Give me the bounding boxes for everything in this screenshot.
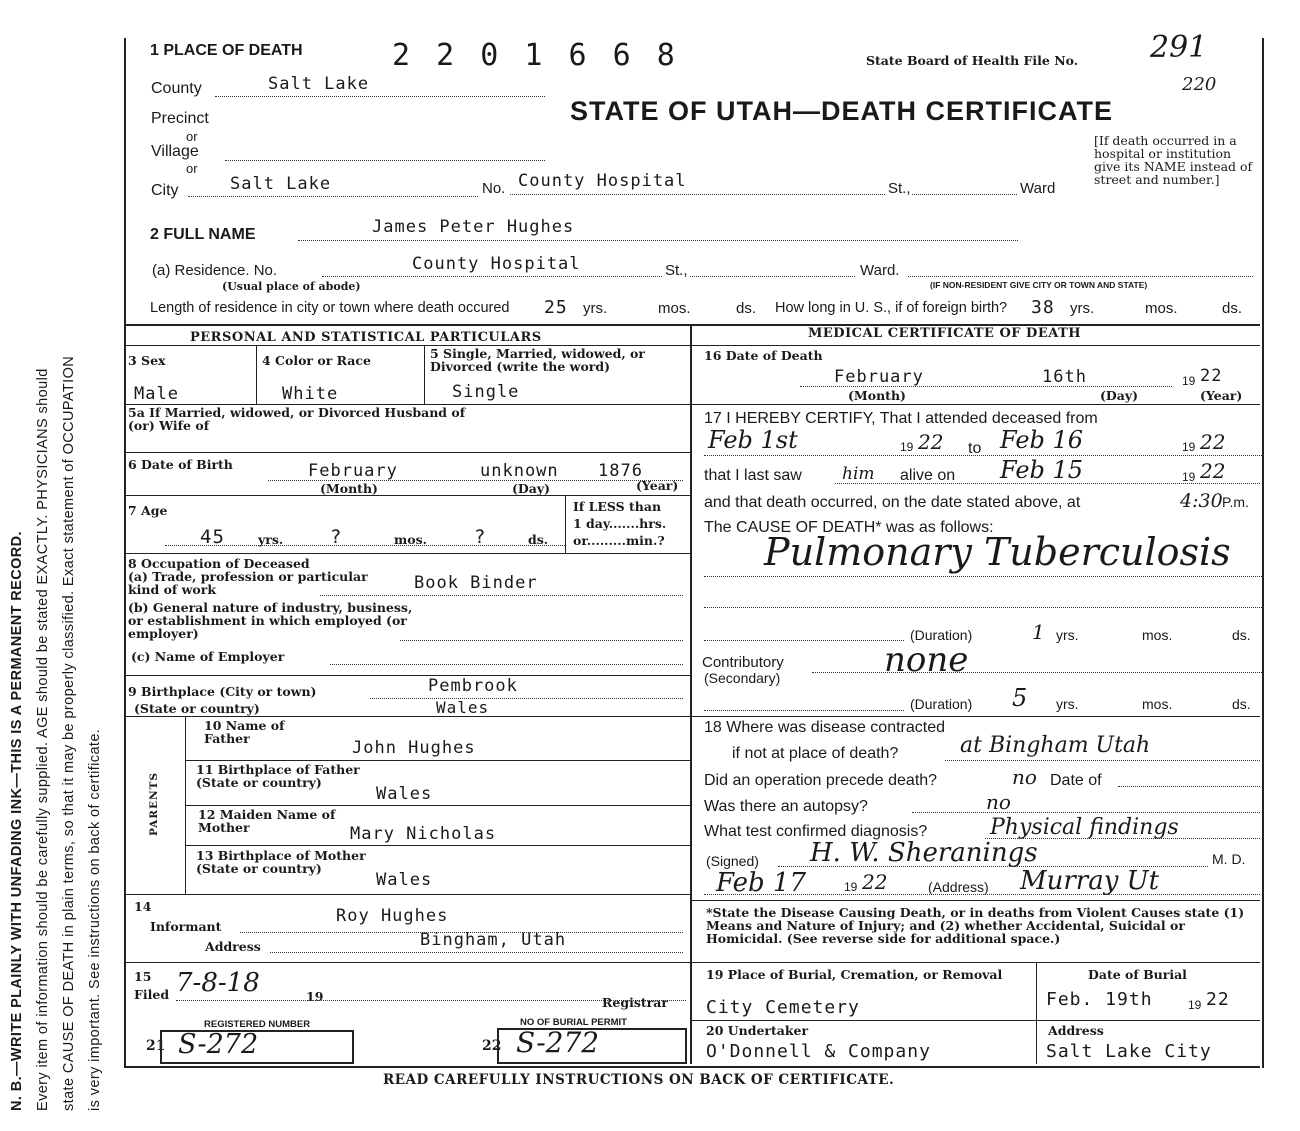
margin-line-4: is very important. See instructions on back of certificate. xyxy=(87,728,103,1111)
ds-label: ds. xyxy=(1222,300,1243,317)
sign-year: 22 xyxy=(862,870,888,894)
test-label: What test confirmed diagnosis? xyxy=(704,823,928,840)
marital-label: 5 Single, Married, widowed, or Divorced (write the word) xyxy=(430,346,645,374)
year-prefix: 19 xyxy=(1188,998,1202,1012)
dob-label: 6 Date of Birth xyxy=(128,457,233,472)
village-label: Village xyxy=(151,143,199,160)
informant-number: 14 xyxy=(134,899,152,914)
year-prefix: 19 xyxy=(1182,440,1196,454)
registered-number-label: REGISTERED NUMBER xyxy=(204,1019,311,1030)
mos-label: mos. xyxy=(1142,696,1173,712)
race-value: White xyxy=(282,384,339,404)
mother-label: 12 Maiden Name of Mother xyxy=(198,807,336,835)
attended-to-year: 22 xyxy=(1200,430,1226,454)
q18-answer: at Bingham Utah xyxy=(960,733,1151,758)
column-divider xyxy=(690,324,692,1064)
yrs-label: yrs. xyxy=(258,532,284,547)
birth-country: Wales xyxy=(436,698,490,717)
informant-address: Bingham, Utah xyxy=(420,930,567,950)
yrs-label: yrs. xyxy=(1056,696,1079,712)
month-caption: (Month) xyxy=(320,481,378,496)
burial-year: 22 xyxy=(1206,989,1230,1010)
yrs-label: yrs. xyxy=(1070,300,1095,317)
duration-label: (Duration) xyxy=(910,696,973,712)
signed-label: (Signed) xyxy=(706,853,759,869)
burial-permit-label: NO OF BURIAL PERMIT xyxy=(520,1017,627,1028)
or-text: or xyxy=(186,129,198,144)
age-mos: ? xyxy=(330,526,343,548)
burial-place: City Cemetery xyxy=(706,997,860,1018)
less-min: or.........min.? xyxy=(573,533,665,548)
signature: H. W. Sheranings xyxy=(810,838,1038,868)
alive-on-label: alive on xyxy=(900,467,956,484)
us-yrs: 38 xyxy=(1031,297,1055,318)
time-of-death: 4:30 xyxy=(1180,490,1223,512)
no-label: No. xyxy=(482,180,506,197)
margin-line-3: state CAUSE OF DEATH in plain terms, so that it may be properly classified. Exact statement of OCCUPATION xyxy=(61,355,77,1111)
operation-value: no xyxy=(1012,765,1037,789)
burial-date: Feb. 19th xyxy=(1046,989,1153,1010)
time-suffix: P.m. xyxy=(1222,494,1249,510)
father-birthplace: Wales xyxy=(376,784,433,804)
mos-label: mos. xyxy=(394,532,427,547)
birthplace-label: 9 Birthplace (City or town) xyxy=(128,684,317,699)
place-of-death-label: 1 PLACE OF DEATH xyxy=(150,42,303,59)
occupation-label: 8 Occupation of Deceased xyxy=(128,556,310,571)
contributory-value: none xyxy=(884,640,969,680)
year-caption: (Year) xyxy=(1200,388,1243,403)
ds-label: ds. xyxy=(736,300,757,317)
informant-value: Roy Hughes xyxy=(336,906,449,926)
precinct-label: Precinct xyxy=(151,110,209,127)
contributory-label: Contributory xyxy=(702,654,784,671)
autopsy-label: Was there an autopsy? xyxy=(704,798,868,815)
less-than-label: If LESS than xyxy=(573,499,662,514)
full-name-value: James Peter Hughes xyxy=(372,217,575,237)
birthplace-state-label: (State or country) xyxy=(134,701,260,716)
secondary-label: (Secondary) xyxy=(704,670,781,686)
ds-label: ds. xyxy=(528,532,549,547)
county-label: County xyxy=(151,80,202,97)
hospital-note: [If death occurred in a hospital or institution give its NAME instead of street and number.] xyxy=(1094,133,1253,187)
sign-address: Murray Ut xyxy=(1020,866,1160,896)
operation-label: Did an operation precede death? xyxy=(704,772,938,789)
marital-value: Single xyxy=(452,382,520,402)
residence-label: (a) Residence. No. xyxy=(152,262,278,279)
day-caption: (Day) xyxy=(512,481,551,496)
informant-label: Informant xyxy=(150,919,222,934)
dob-month: February xyxy=(308,461,398,481)
test-value: Physical findings xyxy=(990,815,1179,840)
margin-line-1: N. B.—WRITE PLAINLY WITH UNFADING INK—THIS IS A PERMANENT RECORD. xyxy=(9,531,25,1111)
medical-heading: MEDICAL CERTIFICATE OF DEATH xyxy=(808,326,1082,341)
less-hrs: 1 day.......hrs. xyxy=(573,516,667,531)
yrs-label: yrs. xyxy=(1056,627,1079,643)
undertaker-address: Salt Lake City xyxy=(1046,1041,1212,1062)
birth-city: Pembrook xyxy=(428,676,518,696)
attended-from-year: 22 xyxy=(918,430,944,454)
file-no: 291 xyxy=(1150,30,1208,65)
margin-instructions xyxy=(4,21,114,1111)
city-label: City xyxy=(151,182,179,199)
father-birthplace-label: 11 Birthplace of Father (State or country) xyxy=(196,762,360,790)
dod-day: 16th xyxy=(1042,367,1087,387)
age-ds: ? xyxy=(474,526,487,548)
footnote: *State the Disease Causing Death, or in deaths from Violent Causes state (1) Means and Nature of Injury; and (2) whether Accidental, Suicidal or Homicidal. (See reverse side for additional space.) xyxy=(706,905,1245,946)
mos-label: mos. xyxy=(1142,627,1173,643)
sex-label: 3 Sex xyxy=(128,353,166,368)
year-prefix: 19 xyxy=(1182,374,1196,388)
last-saw-year: 22 xyxy=(1200,459,1226,483)
dod-month: February xyxy=(834,367,924,387)
full-name-label: 2 FULL NAME xyxy=(150,226,256,243)
certificate-title: STATE OF UTAH—DEATH CERTIFICATE xyxy=(570,96,1113,126)
ward-label: Ward xyxy=(1020,180,1056,197)
autopsy-value: no xyxy=(986,790,1011,814)
footer-instructions: READ CAREFULLY INSTRUCTIONS ON BACK OF CERTIFICATE. xyxy=(383,1072,895,1088)
file-no-label: State Board of Health File No. xyxy=(866,53,1079,68)
or-text: or xyxy=(186,161,198,176)
occupation-value: Book Binder xyxy=(414,573,538,593)
mos-label: mos. xyxy=(1145,300,1178,317)
dod-label: 16 Date of Death xyxy=(704,348,823,363)
usual-abode-note: (Usual place of abode) xyxy=(222,280,361,293)
address-label: (Address) xyxy=(928,879,989,895)
q18-sub-label: if not at place of death? xyxy=(732,745,899,762)
personal-heading: PERSONAL AND STATISTICAL PARTICULARS xyxy=(190,330,542,345)
duration-label: (Duration) xyxy=(910,627,973,643)
residence-value: County Hospital xyxy=(412,254,581,274)
spouse-label: 5a If Married, widowed, or Divorced Husband of (or) Wife of xyxy=(128,405,466,433)
mother-birthplace-label: 13 Birthplace of Mother (State or country) xyxy=(196,848,366,876)
address-label: Address xyxy=(205,939,261,954)
burial-label: 19 Place of Burial, Cremation, or Removal xyxy=(706,967,1003,982)
death-occurred-label: and that death occurred, on the date stated above, at xyxy=(704,494,1081,511)
filed-number: 15 xyxy=(134,969,152,984)
day-caption: (Day) xyxy=(1100,388,1139,403)
length-residence-label: Length of residence in city or town where death occured xyxy=(150,300,510,316)
registrar-label: Registrar xyxy=(602,995,668,1010)
md-label: M. D. xyxy=(1212,851,1246,867)
last-saw-him: him xyxy=(842,464,875,484)
registered-prefix: 21 xyxy=(146,1038,166,1054)
filed-year-prefix: 19 xyxy=(306,989,324,1004)
attended-to: Feb 16 xyxy=(1000,426,1084,454)
sign-date: Feb 17 xyxy=(716,868,806,898)
registered-number: S-272 xyxy=(178,1029,259,1060)
us-residence-label: How long in U. S., if of foreign birth? xyxy=(775,300,1008,316)
occupation-b-label: (b) General nature of industry, business, or establishment in which employed (or employer) xyxy=(128,600,413,641)
year-prefix: 19 xyxy=(844,880,858,894)
month-caption: (Month) xyxy=(848,388,906,403)
county-value: Salt Lake xyxy=(268,74,370,94)
sex-value: Male xyxy=(134,384,179,404)
parents-label: PARENTS xyxy=(148,771,160,836)
dod-year: 22 xyxy=(1200,366,1223,386)
last-saw-date: Feb 15 xyxy=(1000,456,1084,484)
occupation-a-label: (a) Trade, profession or particular kind of work xyxy=(128,569,368,597)
stamp-number: 2 2 0 1 6 6 8 xyxy=(392,38,679,73)
burial-date-label: Date of Burial xyxy=(1088,967,1187,982)
race-label: 4 Color or Race xyxy=(262,353,371,368)
q18-label: 18 Where was disease contracted xyxy=(704,719,946,736)
undertaker-address-label: Address xyxy=(1048,1023,1104,1038)
section-divider xyxy=(124,324,1260,326)
year-caption: (Year) xyxy=(636,478,679,493)
st-label: St., xyxy=(888,180,911,197)
father-value: John Hughes xyxy=(352,738,476,758)
undertaker-value: O'Donnell & Company xyxy=(706,1041,931,1062)
permit-prefix: 22 xyxy=(482,1038,502,1054)
margin-line-2: Every item of information should be carefully supplied. AGE should be stated EXACTLY. PHYSICIANS should xyxy=(35,368,51,1111)
employer-label: (c) Name of Employer xyxy=(131,649,285,664)
no-value: County Hospital xyxy=(518,171,687,191)
age-yrs: 45 xyxy=(200,526,225,548)
duration2-yrs: 5 xyxy=(1012,684,1028,712)
cause-label: The CAUSE OF DEATH* was as follows: xyxy=(704,519,994,536)
filed-label: Filed xyxy=(134,987,170,1002)
duration-yrs: 1 xyxy=(1032,620,1045,644)
mother-birthplace: Wales xyxy=(376,870,433,890)
ds-label: ds. xyxy=(1232,696,1251,712)
nonresident-note: (IF NON-RESIDENT GIVE CITY OR TOWN AND STATE) xyxy=(930,280,1148,290)
attended-from: Feb 1st xyxy=(708,426,798,454)
age-label: 7 Age xyxy=(128,503,168,518)
ds-label: ds. xyxy=(1232,627,1251,643)
city-value: Salt Lake xyxy=(230,174,332,194)
year-prefix: 19 xyxy=(900,440,914,454)
undertaker-label: 20 Undertaker xyxy=(706,1023,809,1038)
filed-date: 7-8-18 xyxy=(176,968,260,998)
year-prefix: 19 xyxy=(1182,470,1196,484)
mos-label: mos. xyxy=(658,300,691,317)
cause-of-death: Pulmonary Tuberculosis xyxy=(764,530,1231,574)
length-yrs: 25 xyxy=(544,297,568,318)
date-of-label: Date of xyxy=(1050,772,1102,789)
res-st-label: St., xyxy=(665,262,688,279)
burial-permit-number: S-272 xyxy=(516,1026,600,1059)
dob-year: 1876 xyxy=(598,461,643,481)
mother-value: Mary Nicholas xyxy=(350,824,497,844)
dob-day: unknown xyxy=(480,461,559,481)
yrs-label: yrs. xyxy=(583,300,608,317)
to-label: to xyxy=(968,440,982,457)
last-saw-label: that I last saw xyxy=(704,467,802,484)
certify-statement: 17 I HEREBY CERTIFY, That I attended deceased from xyxy=(704,410,1098,427)
res-ward-label: Ward. xyxy=(860,262,900,279)
file-no-sub: 220 xyxy=(1182,74,1217,95)
father-label: 10 Name of Father xyxy=(204,718,285,746)
